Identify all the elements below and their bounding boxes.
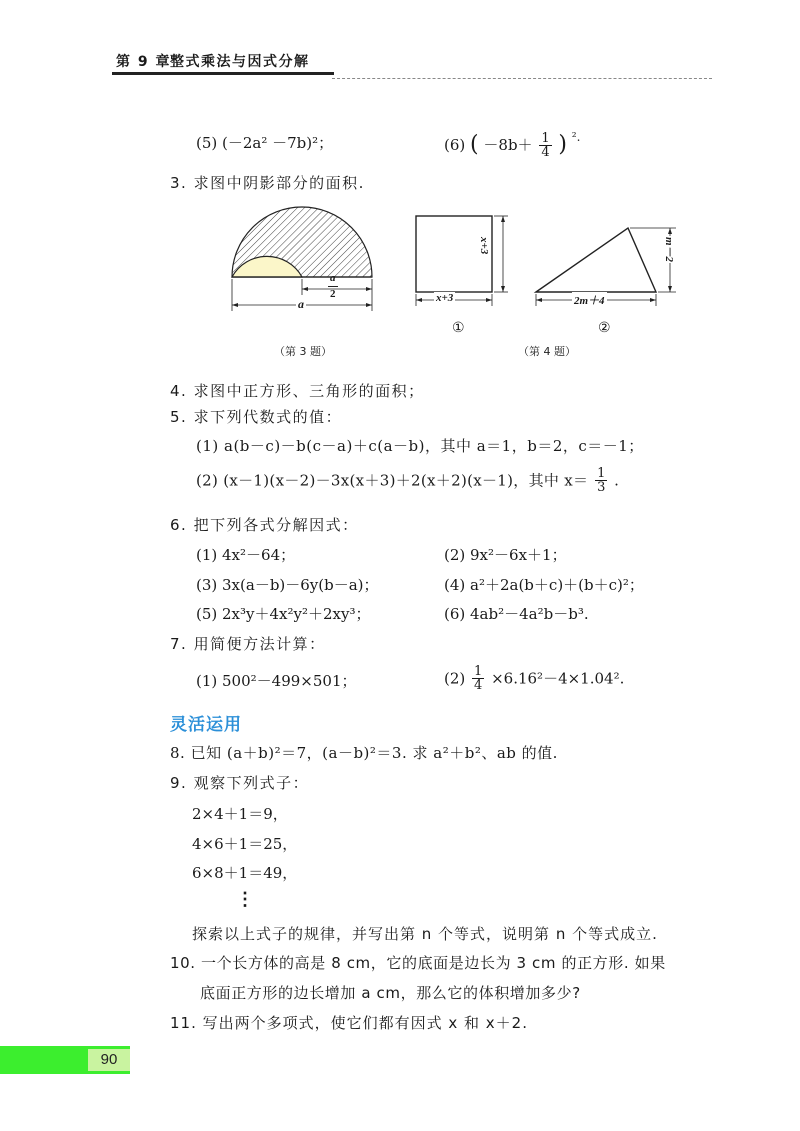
question-10-line-2: 底面正方形的边长增加 a cm，那么它的体积增加多少? [200,984,581,1002]
question-4: 4. 求图中正方形、三角形的面积； [170,382,425,400]
question-9-title: 9. 观察下列式子： [170,774,310,792]
fig3-half-bar [328,286,338,287]
paren-open: ( [470,132,479,157]
page-number: 90 [88,1049,130,1071]
question-9-line-2: 4×6＋1＝25， [192,835,298,853]
question-9-task: 探索以上式子的规律，并写出第 n 个等式，说明第 n 个等式成立. [192,925,658,943]
item-5: (5) (－2a² －7b)²； [196,134,334,152]
question-6-item-5: (5) 2x³y＋4x²y²＋2xy³； [196,605,371,623]
fig3-caption: （第 3 题） [274,345,332,358]
q5-fraction: $\frac{1}{3}$ [597,466,606,495]
question-6-item-1: (1) 4x²－64； [196,546,296,564]
triangle [536,228,656,292]
chapter-title: 整式乘法与因式分解 [170,54,310,70]
question-7-item-1: (1) 500²－499×501； [196,672,357,690]
question-8: 8. 已知 (a＋b)²＝7，(a－b)²＝3. 求 a²＋b²、ab 的值. [170,744,558,762]
question-9-dots: ⋮ [236,889,254,910]
fig4-caption: （第 4 题） [518,345,576,358]
question-7-title: 7. 用简便方法计算： [170,635,326,653]
header-rule [112,72,334,75]
question-5-item-1: (1) a(b－c)－b(c－a)＋c(a－b)，其中 a＝1，b＝2，c＝－1； [196,437,644,455]
item-6-tail: ². [571,130,581,144]
question-11: 11. 写出两个多项式，使它们都有因式 x 和 x＋2. [170,1014,528,1032]
question-6-item-4: (4) a²＋2a(b＋c)＋(b＋c)²； [444,576,644,594]
question-5-item-2: (2) (x－1)(x－2)－3x(x＋3)＋2(x＋2)(x－1)，其中 x＝ $\frac{1}{3}$ . [196,466,619,495]
question-6-item-3: (3) 3x(a－b)－6y(b－a)； [196,576,379,594]
item-6-fraction: $\frac{1}{4}$ [541,130,550,160]
figure-mark-1: ① [452,320,465,336]
fig3-half-den: 2 [330,288,336,300]
section-heading: 灵活运用 [170,715,242,735]
question-6-item-2: (2) 9x²－6x＋1； [444,546,567,564]
paren-close: ) [558,132,567,157]
question-7-item-2: (2) $\frac{1}{4}$ ×6.16²－4×1.04². [444,664,625,693]
square-side-label: x+3 [478,237,490,255]
question-9-line-3: 6×8＋1＝49， [192,864,298,882]
question-3: 3. 求图中阴影部分的面积. [170,174,365,192]
header-dashed-rule [332,78,712,79]
chapter-label: 第 9 章 [116,54,171,70]
question-5-title: 5. 求下列代数式的值： [170,408,343,426]
question-9-line-1: 2×4＋1＝9， [192,805,288,823]
fig3-a-label: a [298,297,304,311]
question-6-item-6: (6) 4ab²－4a²b－b³. [444,605,589,623]
question-6-title: 6. 把下列各式分解因式： [170,516,359,534]
figure-mark-2: ② [598,320,611,336]
triangle-bottom-label: 2m＋4 [572,292,607,308]
triangle-side-label: m－2 [662,236,678,263]
item-6 [444,127,580,161]
item-6-expr: －8b＋ [483,136,533,154]
item-6-label: (6) [444,136,466,154]
fig3-half-num: a [330,272,336,284]
question-10-line-1: 10. 一个长方体的高是 8 cm，它的底面是边长为 3 cm 的正方形. 如果 [170,954,666,972]
square-bottom-label: x+3 [436,292,454,304]
q7-fraction: $\frac{1}{4}$ [474,664,483,693]
